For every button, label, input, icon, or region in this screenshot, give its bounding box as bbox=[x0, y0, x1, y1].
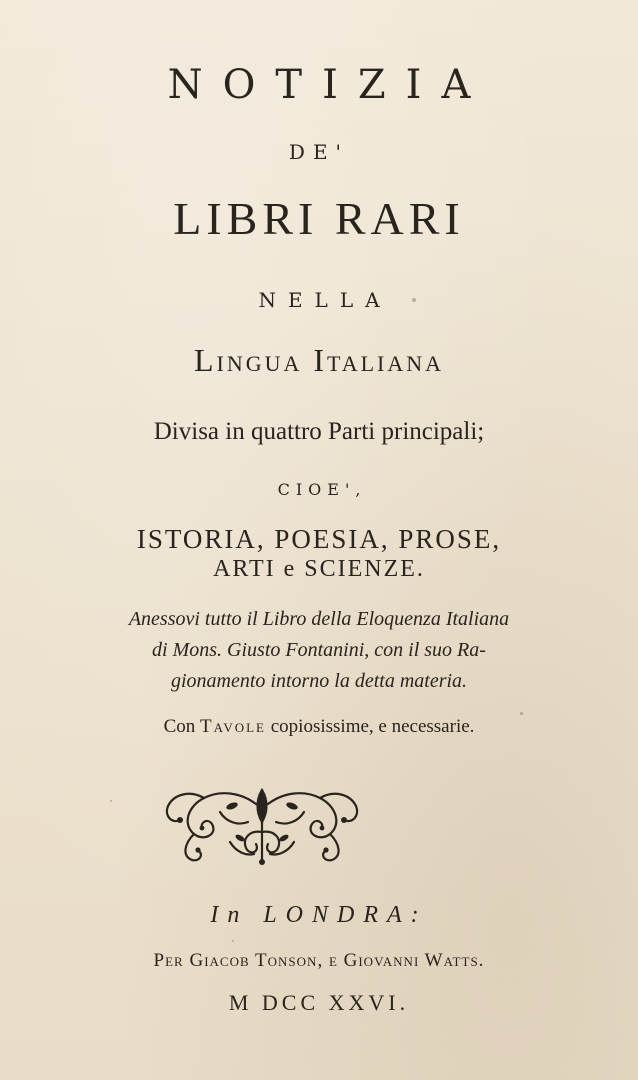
title-libri-rari: LIBRI RARI bbox=[173, 193, 465, 244]
title-nella: NELLA bbox=[258, 288, 392, 312]
imprint-place: In LONDRA: bbox=[210, 902, 428, 928]
paper-speck bbox=[412, 298, 416, 302]
subtitle-cioe: CIOE', bbox=[277, 480, 367, 499]
italic-line: gionamento intorno la detta materia. bbox=[170, 670, 468, 692]
title-lingua-italiana: Lingua Italiana bbox=[193, 342, 445, 378]
paper-speck bbox=[110, 800, 112, 802]
title-de: DE' bbox=[288, 140, 350, 164]
subtitle-divisa: Divisa in quattro Parti principali; bbox=[153, 418, 485, 445]
paper-speck bbox=[232, 940, 234, 942]
italic-description bbox=[48, 604, 590, 697]
italic-line: di Mons. Giusto Fontanini, con il suo Ra- bbox=[152, 639, 486, 661]
tavole-suffix: copiosissime, e necessarie. bbox=[266, 716, 475, 737]
floral-scroll-ornament-icon bbox=[160, 782, 364, 868]
tavole-word: Tavole bbox=[200, 716, 266, 737]
tavole-line bbox=[0, 716, 638, 738]
paper-speck bbox=[520, 712, 523, 715]
title-notizia: NOTIZIA bbox=[167, 62, 491, 108]
subtitle-parts-line1: ISTORIA, POESIA, PROSE, bbox=[136, 524, 502, 554]
imprint-year: M DCC XXVI. bbox=[228, 990, 410, 1015]
imprint-printer: Per Giacob Tonson, e Giovanni Watts. bbox=[153, 950, 485, 971]
italic-line: Anessovi tutto il Libro della Eloquenza Italiana bbox=[128, 608, 510, 630]
tavole-prefix: Con bbox=[163, 716, 201, 737]
subtitle-parts-line2: ARTI e SCIENZE. bbox=[213, 556, 425, 582]
